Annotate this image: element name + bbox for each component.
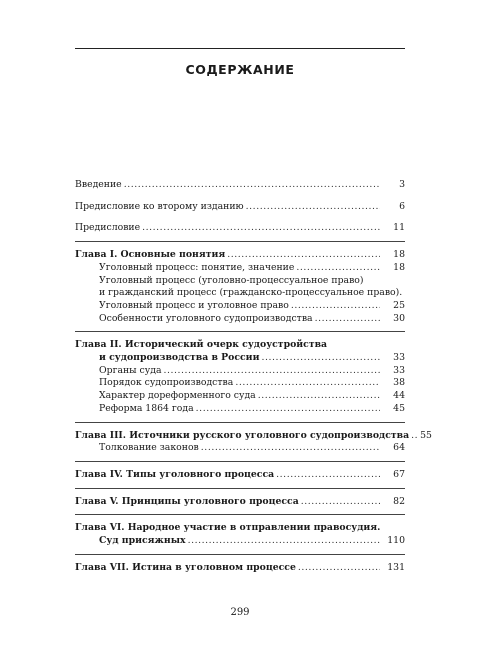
toc-entry[interactable] <box>75 390 405 403</box>
toc-page-number: 33 <box>393 352 405 364</box>
toc-entry[interactable] <box>75 262 405 275</box>
toc-page-number: 110 <box>387 535 405 547</box>
dot-leader <box>124 179 380 192</box>
toc-entry-text: Органы суда <box>99 364 162 376</box>
toc-entry-text: Глава VII. Истина в уголовном процессе <box>75 561 296 573</box>
table-of-contents <box>75 179 432 574</box>
toc-page-number: 38 <box>393 377 405 389</box>
toc-chapter[interactable] <box>75 339 405 364</box>
toc-page-number: 18 <box>393 261 405 273</box>
dot-leader <box>163 365 380 378</box>
toc-page-number: 131 <box>387 561 405 573</box>
toc-entry[interactable] <box>75 377 405 390</box>
toc-entry-text: Уголовный процесс: понятие, значение <box>99 261 295 273</box>
toc-entry-text: Порядок судопроизводства <box>99 377 234 389</box>
toc-entry-text: Введение <box>75 179 122 190</box>
toc-entry[interactable] <box>75 201 405 214</box>
dot-leader <box>261 352 380 365</box>
toc-page-number: 25 <box>393 299 405 311</box>
toc-entry-text: Реформа 1864 года <box>99 402 194 414</box>
toc-entry[interactable] <box>75 313 405 326</box>
toc-entry-text: Толкование законов <box>99 442 199 454</box>
section-divider <box>75 461 405 462</box>
toc-page-number: 6 <box>399 200 405 212</box>
toc-page-number: 64 <box>393 442 405 454</box>
dot-leader <box>315 313 380 326</box>
toc-page-number: 33 <box>393 364 405 376</box>
toc-page-number: 67 <box>393 468 405 480</box>
entry-gap <box>75 192 405 201</box>
toc-entry-text: Особенности уголовного судопроизводства <box>99 312 313 324</box>
dot-leader <box>258 390 380 403</box>
toc-page-number: 11 <box>393 222 405 234</box>
toc-entry-text: Суд присяжных <box>99 535 186 547</box>
toc-page-number: 55 <box>420 429 432 441</box>
dot-leader <box>291 300 380 313</box>
toc-entry-text: Глава V. Принципы уголовного процесса <box>75 495 299 507</box>
toc-page-number: 3 <box>399 179 405 190</box>
toc-entry[interactable] <box>75 222 405 235</box>
toc-chapter[interactable] <box>75 562 405 575</box>
toc-entry[interactable] <box>75 365 405 378</box>
dot-leader <box>235 377 380 390</box>
toc-page-number: 30 <box>393 312 405 324</box>
toc-entry-text: Глава II. Исторический очерк судоустройства <box>75 339 328 351</box>
section-divider <box>75 554 405 555</box>
dot-leader <box>196 403 380 416</box>
toc-chapter[interactable] <box>75 469 405 482</box>
dot-leader <box>301 496 380 509</box>
toc-entry-text: Уголовный процесс (уголовно-процессуальное право) <box>99 274 364 286</box>
toc-entry-text: Глава III. Источники русского уголовного судопроизводства <box>75 429 410 441</box>
page-title: СОДЕРЖАНИЕ <box>185 62 295 77</box>
entry-gap <box>75 213 405 222</box>
toc-chapter[interactable] <box>75 496 405 509</box>
toc-page-number: 45 <box>393 402 405 414</box>
toc-chapter[interactable] <box>75 249 405 262</box>
dot-leader <box>296 262 380 275</box>
dot-leader <box>188 535 380 548</box>
toc-entry-text: Уголовный процесс и уголовное право <box>99 299 289 311</box>
dot-leader <box>246 201 380 214</box>
toc-entry-text: Глава I. Основные понятия <box>75 249 226 261</box>
section-divider <box>75 488 405 489</box>
toc-entry-text: Предисловие ко второму изданию <box>75 200 244 212</box>
toc-entry[interactable] <box>75 179 405 192</box>
top-rule <box>75 48 405 49</box>
toc-entry-text: и гражданский процесс (гражданско-процессуальное право). <box>99 287 403 299</box>
dot-leader <box>227 249 380 262</box>
dot-leader <box>276 469 380 482</box>
toc-chapter[interactable] <box>75 429 432 443</box>
toc-entry-text: Глава VI. Народное участие в отправлении правосудия. <box>75 522 381 534</box>
toc-page-number: 82 <box>393 495 405 507</box>
toc-entry-text: Характер дореформенного суда <box>99 390 256 402</box>
section-divider <box>75 514 405 515</box>
toc-entry-text: Предисловие <box>75 222 141 234</box>
toc-entry[interactable] <box>75 403 405 416</box>
toc-chapter[interactable] <box>75 522 405 547</box>
page-number: 299 <box>230 607 250 618</box>
toc-entry[interactable] <box>75 442 405 455</box>
toc-entry-text: Глава IV. Типы уголовного процесса <box>75 468 275 480</box>
toc-entry-text: и судопроизводства в России <box>99 352 260 364</box>
toc-page-number: 44 <box>393 390 405 402</box>
dot-leader <box>142 222 380 235</box>
dot-leader <box>201 442 380 455</box>
dot-leader <box>298 562 380 575</box>
section-divider <box>75 331 405 332</box>
section-divider <box>75 422 405 423</box>
dot-leader <box>411 430 417 443</box>
toc-page-number: 18 <box>393 249 405 261</box>
section-divider <box>75 241 405 242</box>
toc-entry[interactable] <box>75 275 405 313</box>
